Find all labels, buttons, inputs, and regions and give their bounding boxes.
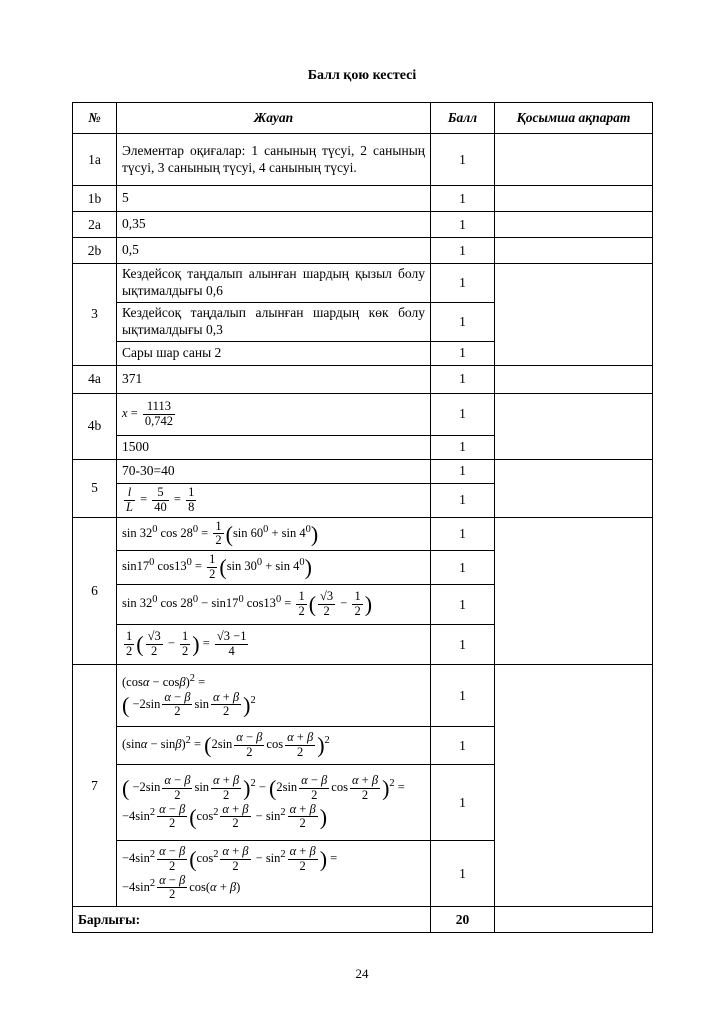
table-row — [73, 238, 653, 264]
formula: x = $\frac{1113}{0,742}$ — [122, 398, 173, 428]
answer-cell-formula — [117, 517, 431, 551]
row-number: 6 — [73, 517, 117, 665]
extra-cell — [495, 665, 653, 907]
score-cell: 1 — [431, 483, 495, 517]
table-row — [73, 264, 653, 303]
score-cell: 1 — [431, 186, 495, 212]
answer-cell: 0,5 — [117, 238, 431, 264]
table-row — [73, 393, 653, 435]
extra-cell — [495, 264, 653, 366]
extra-cell — [495, 212, 653, 238]
score-cell: 1 — [431, 517, 495, 551]
row-number: 4b — [73, 393, 117, 459]
extra-cell — [495, 517, 653, 665]
answer-cell-formula — [117, 841, 431, 907]
score-cell: 1 — [431, 264, 495, 303]
score-cell: 1 — [431, 212, 495, 238]
formula: $\frac{1}{2}$ ( $\frac{√3}{2}$ − $\frac{1}{2}$ ) = $\frac{√3 -1}{4}$ — [126, 629, 247, 658]
row-number: 5 — [73, 459, 117, 517]
table-row — [73, 186, 653, 212]
row-number: 4a — [73, 365, 117, 393]
extra-cell — [495, 238, 653, 264]
formula: $\frac{l}{L}$ = $\frac{5}{40}$ = $\frac{1}{8}$ — [126, 484, 195, 514]
row-number: 2a — [73, 212, 117, 238]
extra-cell — [495, 186, 653, 212]
answer-cell-formula — [117, 727, 431, 765]
answer-cell-formula — [117, 483, 431, 517]
header-extra: Қосымша ақпарат — [495, 103, 653, 134]
table-row — [73, 459, 653, 483]
page-title: Балл қою кестесі — [307, 68, 417, 83]
answer-cell-formula — [117, 765, 431, 841]
page-number: 24 — [355, 966, 369, 981]
answer-cell-formula — [117, 551, 431, 585]
answer-cell: 371 — [117, 365, 431, 393]
header-num: № — [73, 103, 117, 134]
score-cell: 1 — [431, 665, 495, 727]
answer-cell-formula — [117, 665, 431, 727]
answer-cell: Элементар оқиғалар: 1 санының түсуі, 2 санының түсуі, 3 санының түсуі, 4 санының түсуі. — [117, 134, 431, 186]
table-row — [73, 134, 653, 186]
score-cell: 1 — [431, 551, 495, 585]
table-header-row — [73, 103, 653, 134]
formula: $\sin 32^0$ $\cos 28^0 - \sin 17^0$ $\cos 13^0$ = $\frac{1}{2}$ ( $\frac{√3}{2}$ − $\frac{1}{2}$ ) — [122, 589, 373, 618]
header-answer: Жауап — [117, 103, 431, 134]
formula: $(\sin\alpha - \sin\beta)^2 = (2\sin$ $\frac{\alpha - \beta}{2}$ cos $\frac{\alpha + \beta}{2}$ )$^2$ — [122, 730, 330, 759]
answer-cell: Кездейсоқ таңдалып алынған шардың көк болу ықтималдығы 0,3 — [117, 302, 431, 341]
score-cell: 1 — [431, 459, 495, 483]
formula: $\sin 17^0$ $\cos 13^0$ = $\frac{1}{2}$ (sin $30^0 + \sin 4^0$) — [122, 552, 312, 581]
table-row — [73, 517, 653, 551]
extra-cell — [495, 365, 653, 393]
answer-cell: 5 — [117, 186, 431, 212]
score-cell: 1 — [431, 727, 495, 765]
answer-cell-formula — [117, 585, 431, 625]
formula: $\sin 32^0$ $\cos 28^0$ = $\frac{1}{2}$ (sin $60^0 + \sin 4^0$) — [122, 518, 319, 548]
extra-cell — [495, 907, 653, 933]
score-cell: 1 — [431, 238, 495, 264]
score-cell: 1 — [431, 841, 495, 907]
score-cell: 1 — [431, 585, 495, 625]
row-number: 7 — [73, 665, 117, 907]
answer-cell: Кездейсоқ таңдалып алынған шардың қызыл болу ықтималдығы 0,6 — [117, 264, 431, 303]
extra-cell — [495, 393, 653, 459]
total-row — [73, 907, 653, 933]
score-cell: 1 — [431, 625, 495, 665]
score-cell: 1 — [431, 341, 495, 365]
score-cell: 1 — [431, 435, 495, 459]
table-row — [73, 365, 653, 393]
formula: $-4\sin^2$ $\frac{\alpha - \beta}{2}$ ($\cos^2$ $\frac{\alpha + \beta}{2}$ − $\sin^2$ $\frac{\alpha + \beta}{2}$ ) = — [122, 844, 338, 873]
score-cell: 1 — [431, 302, 495, 341]
formula: $-4\sin^2$ $\frac{\alpha - \beta}{2}$ cos(α + β) — [122, 872, 241, 902]
formula: $(\cos\alpha - \cos\beta)^2$ = — [122, 672, 206, 690]
score-cell: 1 — [431, 134, 495, 186]
formula: ( −2sin $\frac{\alpha - \beta}{2}$ sin $\frac{\alpha + \beta}{2}$ )$^2$ − (2sin $\frac{\alpha - \beta}{2}$ cos $\frac{\alpha + \beta}{2}$ )$^2$ = — [122, 773, 405, 802]
row-number: 1b — [73, 186, 117, 212]
score-cell: 1 — [431, 393, 495, 435]
row-number: 2b — [73, 238, 117, 264]
formula: ( −2sin $\frac{\alpha - \beta}{2}$ sin $\frac{\alpha + \beta}{2}$ )$^2$ — [122, 689, 256, 719]
answer-cell: 0,35 — [117, 212, 431, 238]
total-value: 20 — [431, 907, 495, 933]
table-row — [73, 665, 653, 727]
row-number: 3 — [73, 264, 117, 366]
extra-cell — [495, 459, 653, 517]
answer-cell-formula — [117, 625, 431, 665]
score-cell: 1 — [431, 365, 495, 393]
extra-cell — [495, 134, 653, 186]
score-cell: 1 — [431, 765, 495, 841]
answer-cell: 1500 — [117, 435, 431, 459]
answer-cell: Сары шар саны 2 — [117, 341, 431, 365]
row-number: 1a — [73, 134, 117, 186]
answer-cell: 70-30=40 — [117, 459, 431, 483]
scoring-table — [72, 102, 653, 933]
total-label: Барлығы: — [73, 907, 431, 933]
table-row — [73, 212, 653, 238]
formula: $-4\sin^2$ $\frac{\alpha - \beta}{2}$ ($\cos^2$ $\frac{\alpha + \beta}{2}$ − $\sin^2$ $\frac{\alpha + \beta}{2}$ ) — [122, 801, 328, 831]
header-score: Балл — [431, 103, 495, 134]
answer-cell-formula — [117, 393, 431, 435]
